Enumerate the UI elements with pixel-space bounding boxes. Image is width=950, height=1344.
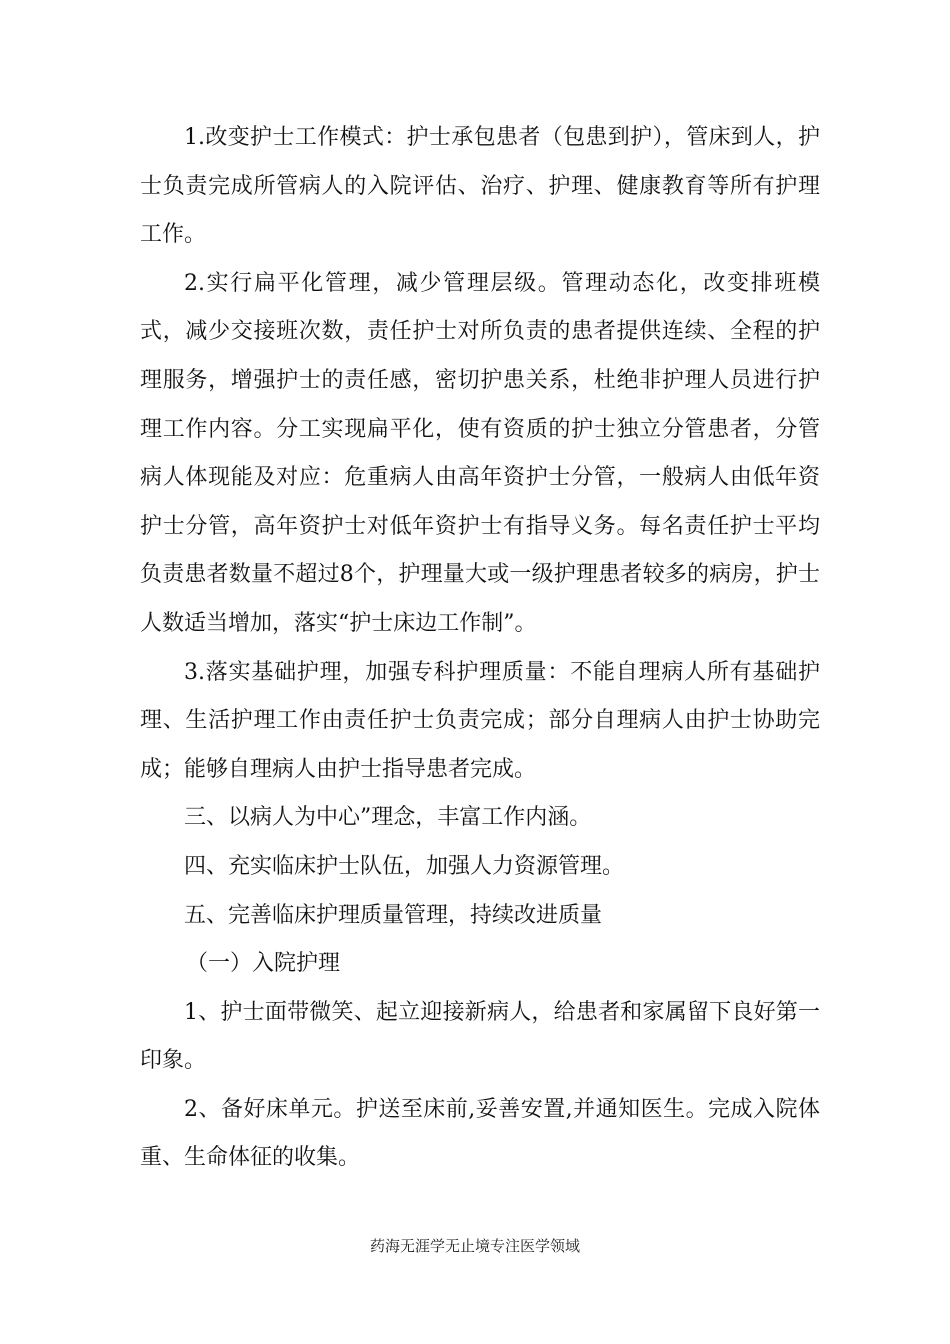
document-body (140, 114, 820, 1183)
heading-patient-centered: 三、以病人为中心”理念，丰富工作内涵。 (184, 805, 592, 831)
paragraph-prepare-bed: 2、备好床单元。护送至床前,妥善安置,并通知医生。完成入院体重、生命体征的收集。 (140, 1096, 820, 1171)
subheading-admission-care: （一）入院护理 (186, 951, 341, 977)
paragraph-flat-management: 2.实行扁平化管理，减少管理层级。管理动态化，改变排班模式，减少交接班次数，责任护士对所负责的患者提供连续、全程的护理服务，增强护士的责任感，密切护患关系，杜绝非护理人员进行护理工作内容。分工实现扁平化，使有资质的护士独立分管患者，分管病人体现能及对应：危重病人由高年资护士分管，一般病人由低年资护士分管，高年资护士对低年资护士有指导义务。每名责任护士平均负责患者数量不超过8个，护理量大或一级护理患者较多的病房，护士人数适当增加，落实“护士床边工作制”。 (140, 270, 820, 636)
paragraph-greet-patient: 1、护士面带微笑、起立迎接新病人，给患者和家属留下良好第一印象。 (140, 999, 820, 1074)
page-footer: 药海无涯学无止境专注医学领域 (369, 1237, 580, 1255)
heading-nurse-staffing: 四、充实临床护士队伍，加强人力资源管理。 (184, 853, 625, 879)
paragraph-basic-care: 3.落实基础护理，加强专科护理质量：不能自理病人所有基础护理、生活护理工作由责任护士负责完成；部分自理病人由护士协助完成；能够自理病人由护士指导患者完成。 (140, 659, 820, 782)
heading-quality-management: 五、完善临床护理质量管理，持续改进质量 (184, 902, 603, 928)
paragraph-nursing-model: 1.改变护士工作模式：护士承包患者（包患到护），管床到人，护士负责完成所管病人的入院评估、治疗、护理、健康教育等所有护理工作。 (140, 125, 820, 248)
